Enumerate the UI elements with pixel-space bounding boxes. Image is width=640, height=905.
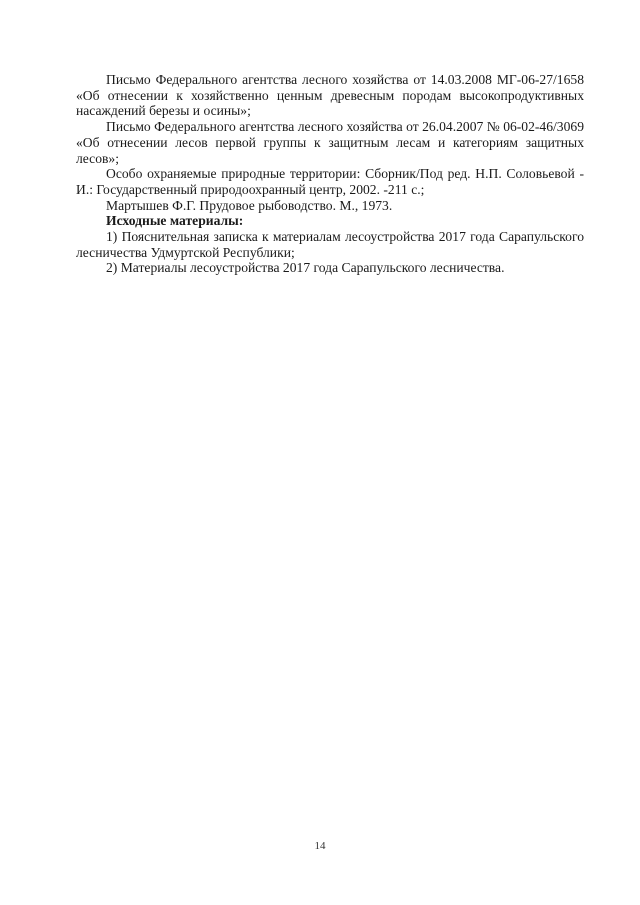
reference-paragraph-4: Мартышев Ф.Г. Прудовое рыбоводство. М., 1973. [106, 197, 393, 213]
page-number: 14 [314, 840, 326, 852]
reference-paragraph-3: Особо охраняемые природные территории: Сборник/Под ред. Н.П. Соловьевой - И.: Государственный природоохранный центр, 2002. -211 с.; [76, 166, 584, 197]
document-body [76, 72, 584, 276]
source-item-2: 2) Материалы лесоустройства 2017 года Сарапульского лесничества. [106, 260, 505, 276]
reference-paragraph-2: Письмо Федерального агентства лесного хозяйства от 26.04.2007 № 06-02-46/3069 «Об отнесении лесов первой группы к защитным лесам и категориям защитных лесов»; [76, 119, 584, 166]
source-item-1: 1) Пояснительная записка к материалам лесоустройства 2017 года Сарапульского лесничества Удмуртской Республики; [76, 229, 584, 260]
section-heading: Исходные материалы: [106, 213, 244, 229]
reference-paragraph-1: Письмо Федерального агентства лесного хозяйства от 14.03.2008 МГ-06-27/1658 «Об отнесении к хозяйственно ценным древесным породам высокопродуктивных насаждений березы и осины»; [76, 72, 584, 119]
